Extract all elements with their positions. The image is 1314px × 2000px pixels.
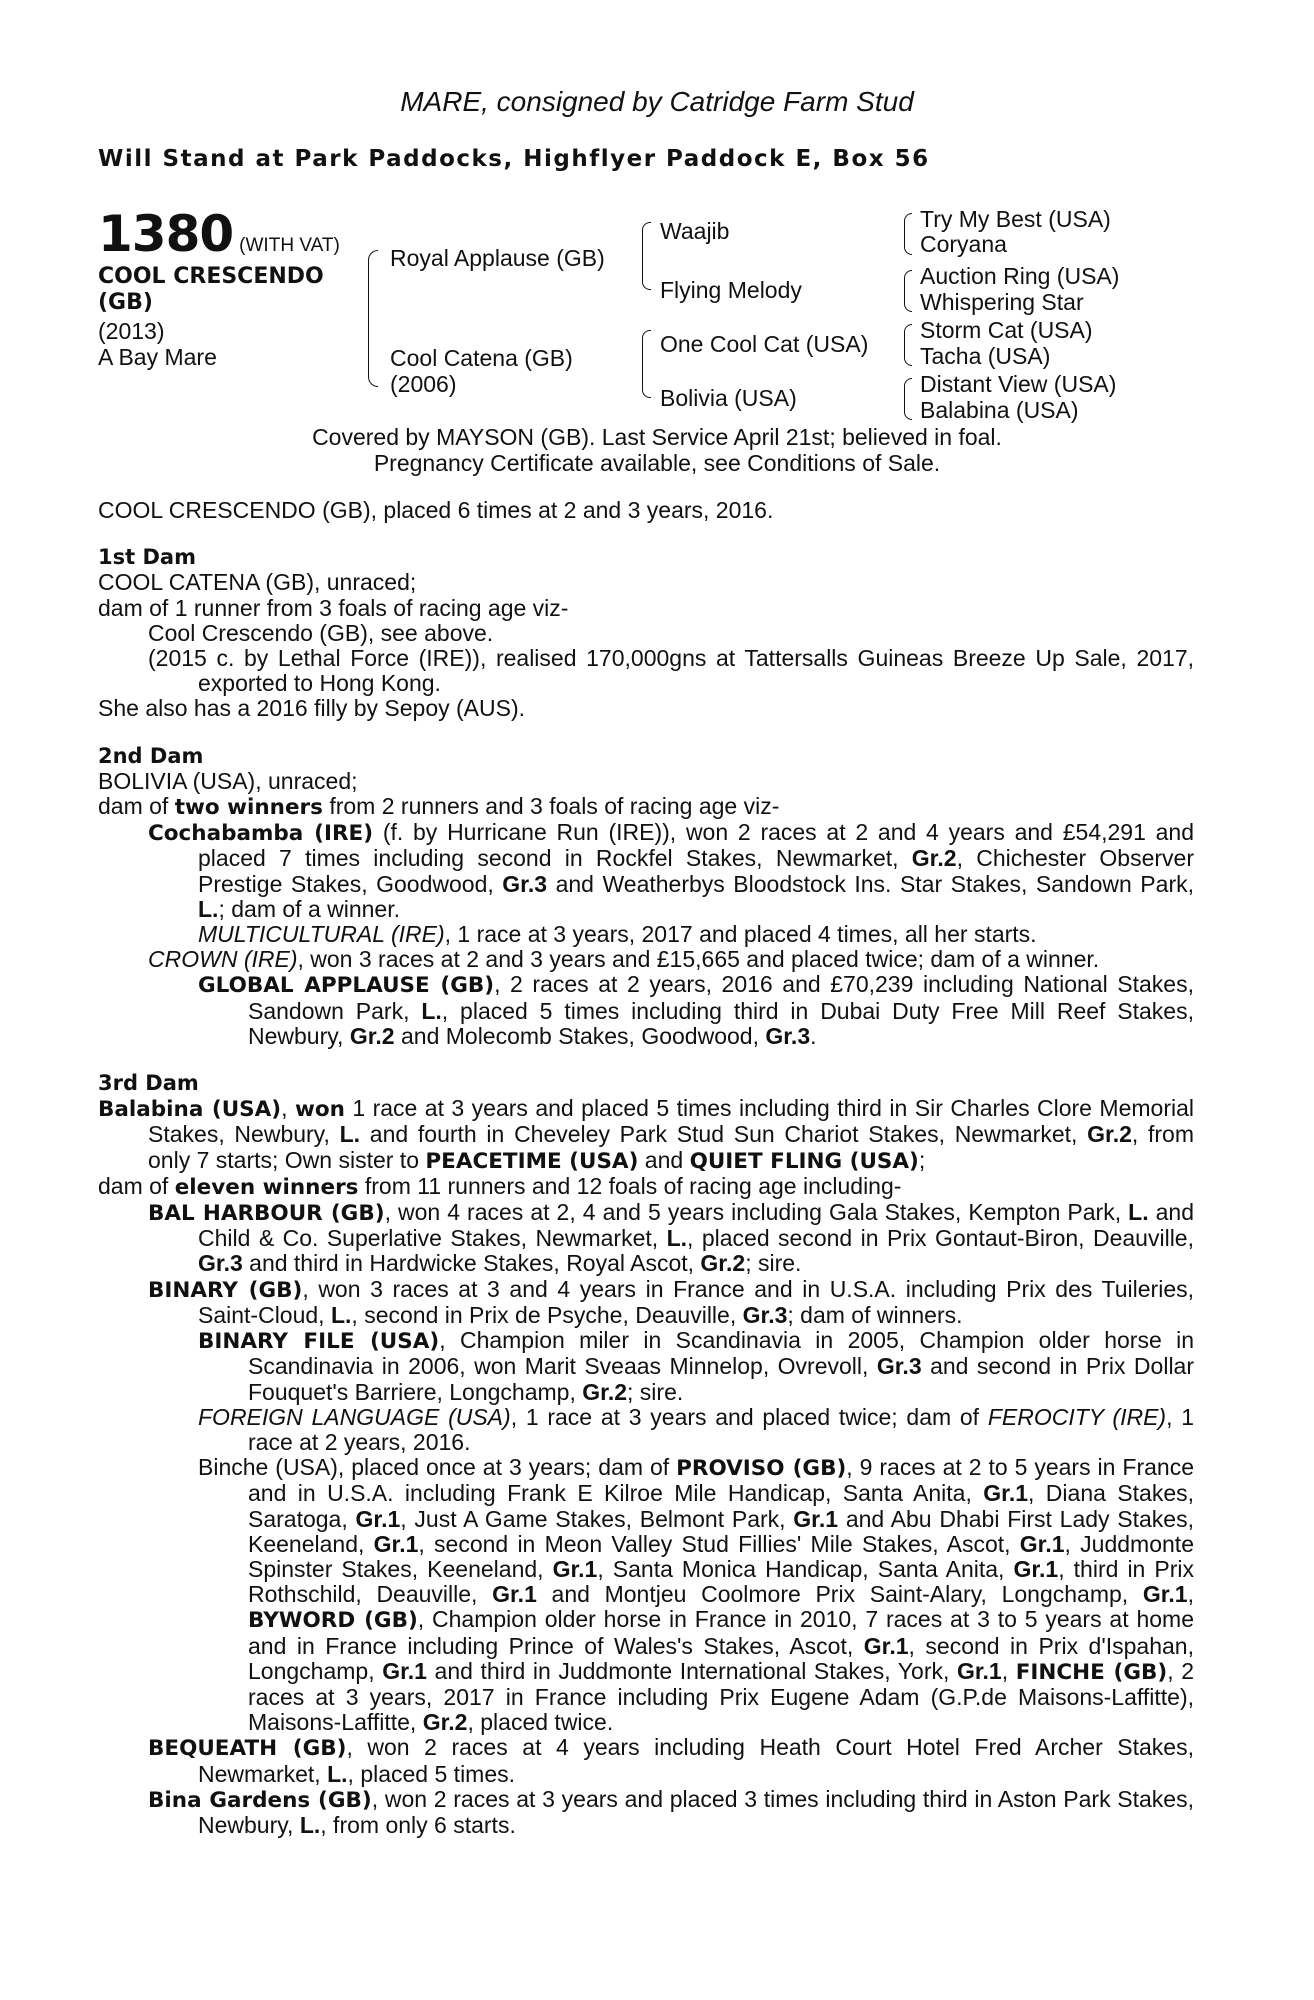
produce-record: BAL HARBOUR (GB), won 4 races at 2, 4 and 5 years including Gala Stakes, Kempton Park, L. and Child & Co. Superlative Stakes, Newmarket, L., placed second in Prix Gontaut-Biron, Deauville, Gr.3 and third in Hardwicke Stakes, Royal Ascot, Gr.2; sire. [148,1199,1195,1277]
vat-note: (WITH VAT) [239,235,340,256]
pedigree-g8: Balabina (USA) [920,397,1079,423]
mare-description: A Bay Mare [98,344,217,370]
pedigree-bracket-sire [642,222,651,290]
produce-record: Cochabamba (IRE) (f. by Hurricane Run (IRE)), won 2 races at 2 and 4 years and £54,291 and placed 7 times including second in Rockfel Stakes, Newmarket, Gr.2, Chichester Observer Prestige Stakes, Goodwood, Gr.3 and Weatherbys Bloodstock Ins. Star Stakes, Sandown Park, L.; dam of a winner. [148,819,1195,922]
produce-record: MULTICULTURAL (IRE), 1 race at 3 years, 2017 and placed 4 times, all her starts. [198,921,1037,948]
covering-line-2: Pregnancy Certificate available, see Conditions of Sale. [373,450,941,476]
third-dam-line: dam of eleven winners from 11 runners and 12 foals of racing age including- [98,1172,902,1200]
covering-line-1: Covered by MAYSON (GB). Last Service April 21st; believed in foal. [312,424,1002,450]
produce-record: CROWN (IRE), won 3 races at 2 and 3 years and £15,665 and placed twice; dam of a winner. [148,946,1100,973]
produce-record: Binche (USA), placed once at 3 years; dam of PROVISO (GB), 9 races at 2 to 5 years in France and in U.S.A. including Frank E Kilroe Mile Handicap, Santa Anita, Gr.1, Diana Stakes, Saratoga, Gr.1, Just A Game Stakes, Belmont Park, Gr.1 and Abu Dhabi First Lady Stakes, Keeneland, Gr.1, second in Meon Valley Stud Fillies' Mile Stakes, Ascot, Gr.1, Juddmonte Spinster Stakes, Keeneland, Gr.1, Santa Monica Handicap, Santa Anita, Gr.1, third in Prix Rothschild, Deauville, Gr.1 and Montjeu Coolmore Prix Saint-Alary, Longchamp, Gr.1, BYWORD (GB), Champion older horse in France in 2010, 7 races at 3 to 5 years at home and in France including Prince of Wales's Stakes, Ascot, Gr.1, second in Prix d'Ispahan, Longchamp, Gr.1 and third in Juddmonte International Stakes, York, Gr.1, FINCHE (GB), 2 races at 3 years, 2017 in France including Prix Eugene Adam (G.P.de Maisons-Laffitte), Maisons-Laffitte, Gr.2, placed twice. [198,1454,1195,1736]
pedigree-g2: Coryana [920,231,1007,257]
pedigree-g5: Storm Cat (USA) [920,317,1093,343]
mare-name-line2: (GB) [98,290,153,315]
pedigree-bracket-g34 [904,270,912,312]
first-dam-line: She also has a 2016 filly by Sepoy (AUS). [98,695,526,722]
second-dam-line: dam of two winners from 2 runners and 3 foals of racing age viz- [98,793,780,821]
produce-record: FOREIGN LANGUAGE (USA), 1 race at 3 years and placed twice; dam of FEROCITY (IRE), 1 race at 2 years, 2016. [198,1403,1194,1455]
third-dam-heading: 3rd Dam [98,1071,199,1096]
produce-record: BINARY FILE (USA), Champion miler in Scandinavia in 2005, Champion older horse in Scandinavia in 2006, won Marit Sveaas Minnelop, Ovrevoll, Gr.3 and second in Prix Dollar Fouquet's Barriere, Longchamp, Gr.2; sire. [198,1327,1194,1405]
lot-number: 1380 [98,205,234,263]
mare-summary: COOL CRESCENDO (GB), placed 6 times at 2 and 3 years, 2016. [98,497,774,523]
produce-record: GLOBAL APPLAUSE (GB), 2 races at 2 years, 2016 and £70,239 including National Stakes, Sandown Park, L., placed 5 times including third in Dubai Duty Free Mill Reef Stakes, Newbury, Gr.2 and Molecomb Stakes, Goodwood, Gr.3. [198,971,1194,1049]
pedigree-dam-sire: One Cool Cat (USA) [660,331,869,357]
produce-record: BEQUEATH (GB), won 2 races at 4 years including Heath Court Hotel Fred Archer Stakes, Newmarket, L., placed 5 times. [148,1734,1194,1787]
second-dam-line: BOLIVIA (USA), unraced; [98,767,358,794]
covering-note [0,424,1314,476]
third-dam-record: Balabina (USA), won 1 race at 3 years and placed 5 times including third in Sir Charles Clore Memorial Stakes, Newbury, L. and fourth in Cheveley Park Stud Sun Chariot Stakes, Newmarket, Gr.2, from only 7 starts; Own sister to PEACETIME (USA) and QUIET FLING (USA); [98,1095,1195,1174]
pedigree-g1: Try My Best (USA) [920,206,1111,232]
first-dam-line: dam of 1 runner from 3 foals of racing age viz- [98,594,569,621]
pedigree-dam-year: (2006) [390,371,457,397]
catalogue-body [98,498,1194,1838]
pedigree-g6: Tacha (USA) [920,343,1051,369]
produce-record: Bina Gardens (GB), won 2 races at 3 years and placed 3 times including third in Aston Park Stakes, Newbury, L., from only 6 starts. [148,1785,1194,1838]
first-dam-heading: 1st Dam [98,545,196,570]
pedigree-sire: Royal Applause (GB) [390,245,605,271]
first-dam-line: Cool Crescendo (GB), see above. [148,619,494,646]
foaling-year: (2013) [98,318,165,344]
first-dam-line: (2015 c. by Lethal Force (IRE)), realised 170,000gns at Tattersalls Guineas Breeze Up Sale, 2017, exported to Hong Kong. [148,645,1194,697]
first-dam-line: COOL CATENA (GB), unraced; [98,569,417,596]
mare-name-line1: COOL CRESCENDO [98,264,324,289]
pedigree-bracket-g56 [904,324,912,366]
second-dam-heading: 2nd Dam [98,743,204,768]
pedigree-bracket-main [368,250,378,387]
pedigree-bracket-dam [642,330,651,398]
pedigree-g7: Distant View (USA) [920,371,1117,397]
pedigree-bracket-g78 [904,378,912,420]
pedigree-sire-sire: Waajib [660,218,730,244]
pedigree-g3: Auction Ring (USA) [920,263,1120,289]
produce-record: BINARY (GB), won 3 races at 3 and 4 years in France and in U.S.A. including Prix des Tuileries, Saint-Cloud, L., second in Prix de Psyche, Deauville, Gr.3; dam of winners. [148,1275,1195,1328]
pedigree-dam: Cool Catena (GB) [390,345,573,371]
pedigree-sire-dam: Flying Melody [660,277,802,303]
mare-name [98,264,368,316]
pedigree-g4: Whispering Star [920,289,1084,315]
stand-location: Will Stand at Park Paddocks, Highflyer Paddock E, Box 56 [98,146,930,172]
lot-number-block [98,205,340,263]
page-title: MARE, consigned by Catridge Farm Stud [400,86,914,117]
pedigree-bracket-g12 [904,213,912,255]
pedigree-dam-dam: Bolivia (USA) [660,385,797,411]
